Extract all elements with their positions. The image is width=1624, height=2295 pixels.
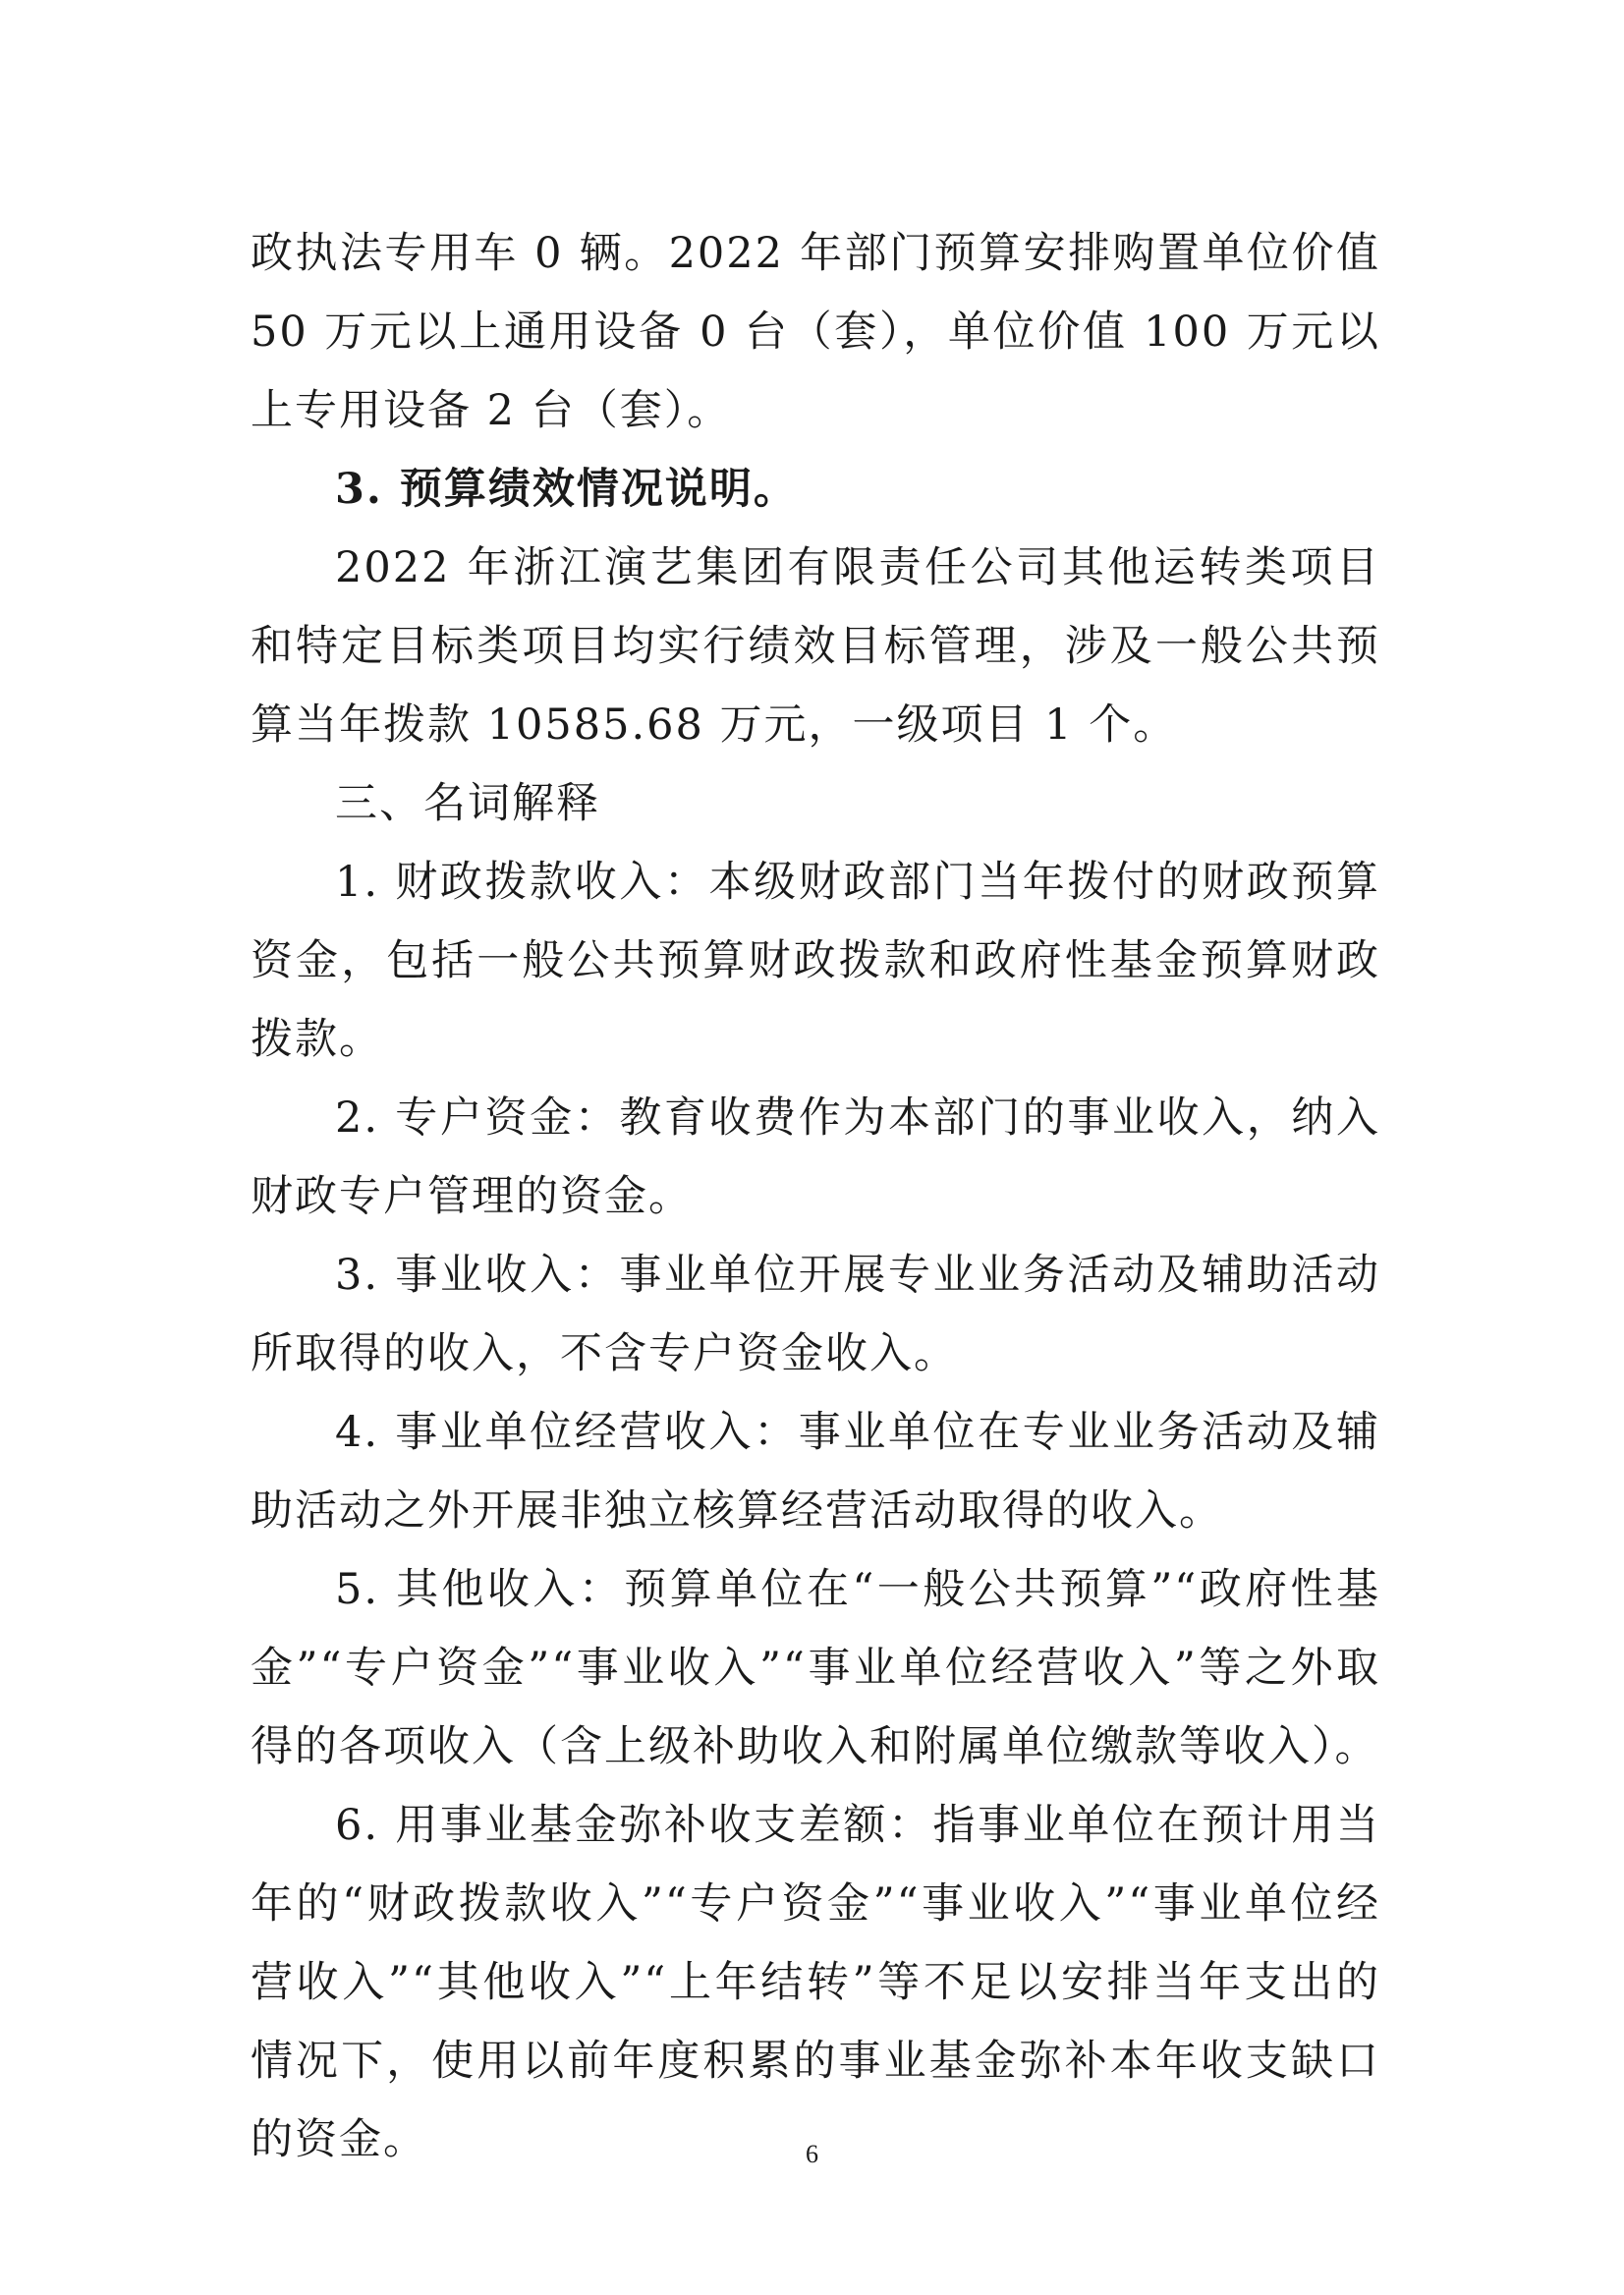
heading-terms: 三、名词解释	[335, 779, 600, 828]
term-fiscal-appropriation: 1. 财政拨款收入：本级财政部门当年拨付的财政预算资金，包括一般公共预算财政拨款和政府性基金预算财政拨款。	[251, 858, 1380, 1064]
term-business-fund-offset: 6. 用事业基金弥补收支差额：指事业单位在预计用当年的“财政拨款收入”“专户资金”“事业收入”“事业单位经营收入”“其他收入”“上年结转”等不足以安排当年支出的情况下，使用以前年度积累的事业基金弥补本年收支缺口的资金。	[251, 1801, 1380, 2164]
body-text	[251, 214, 1380, 2179]
term-other-income: 5. 其他收入：预算单位在“一般公共预算”“政府性基金”“专户资金”“事业收入”“事业单位经营收入”等之外取得的各项收入（含上级补助收入和附属单位缴款等收入）。	[251, 1565, 1380, 1771]
page-number: 6	[806, 2140, 818, 2168]
term-operating-income: 4. 事业单位经营收入：事业单位在专业业务活动及辅助活动之外开展非独立核算经营活动取得的收入。	[251, 1408, 1380, 1536]
term-special-account: 2. 专户资金：教育收费作为本部门的事业收入，纳入财政专户管理的资金。	[251, 1093, 1380, 1221]
heading-performance: 3. 预算绩效情况说明。	[335, 465, 798, 514]
term-business-income: 3. 事业收入：事业单位开展专业业务活动及辅助活动所取得的收入，不含专户资金收入。	[251, 1251, 1380, 1378]
paragraph-performance: 2022 年浙江演艺集团有限责任公司其他运转类项目和特定目标类项目均实行绩效目标管理，涉及一般公共预算当年拨款 10585.68 万元，一级项目 1 个。	[251, 543, 1380, 750]
paragraph-vehicle-equipment: 政执法专用车 0 辆。2022 年部门预算安排购置单位价值 50 万元以上通用设备 0 台（套），单位价值 100 万元以上专用设备 2 台（套）。	[251, 229, 1380, 435]
